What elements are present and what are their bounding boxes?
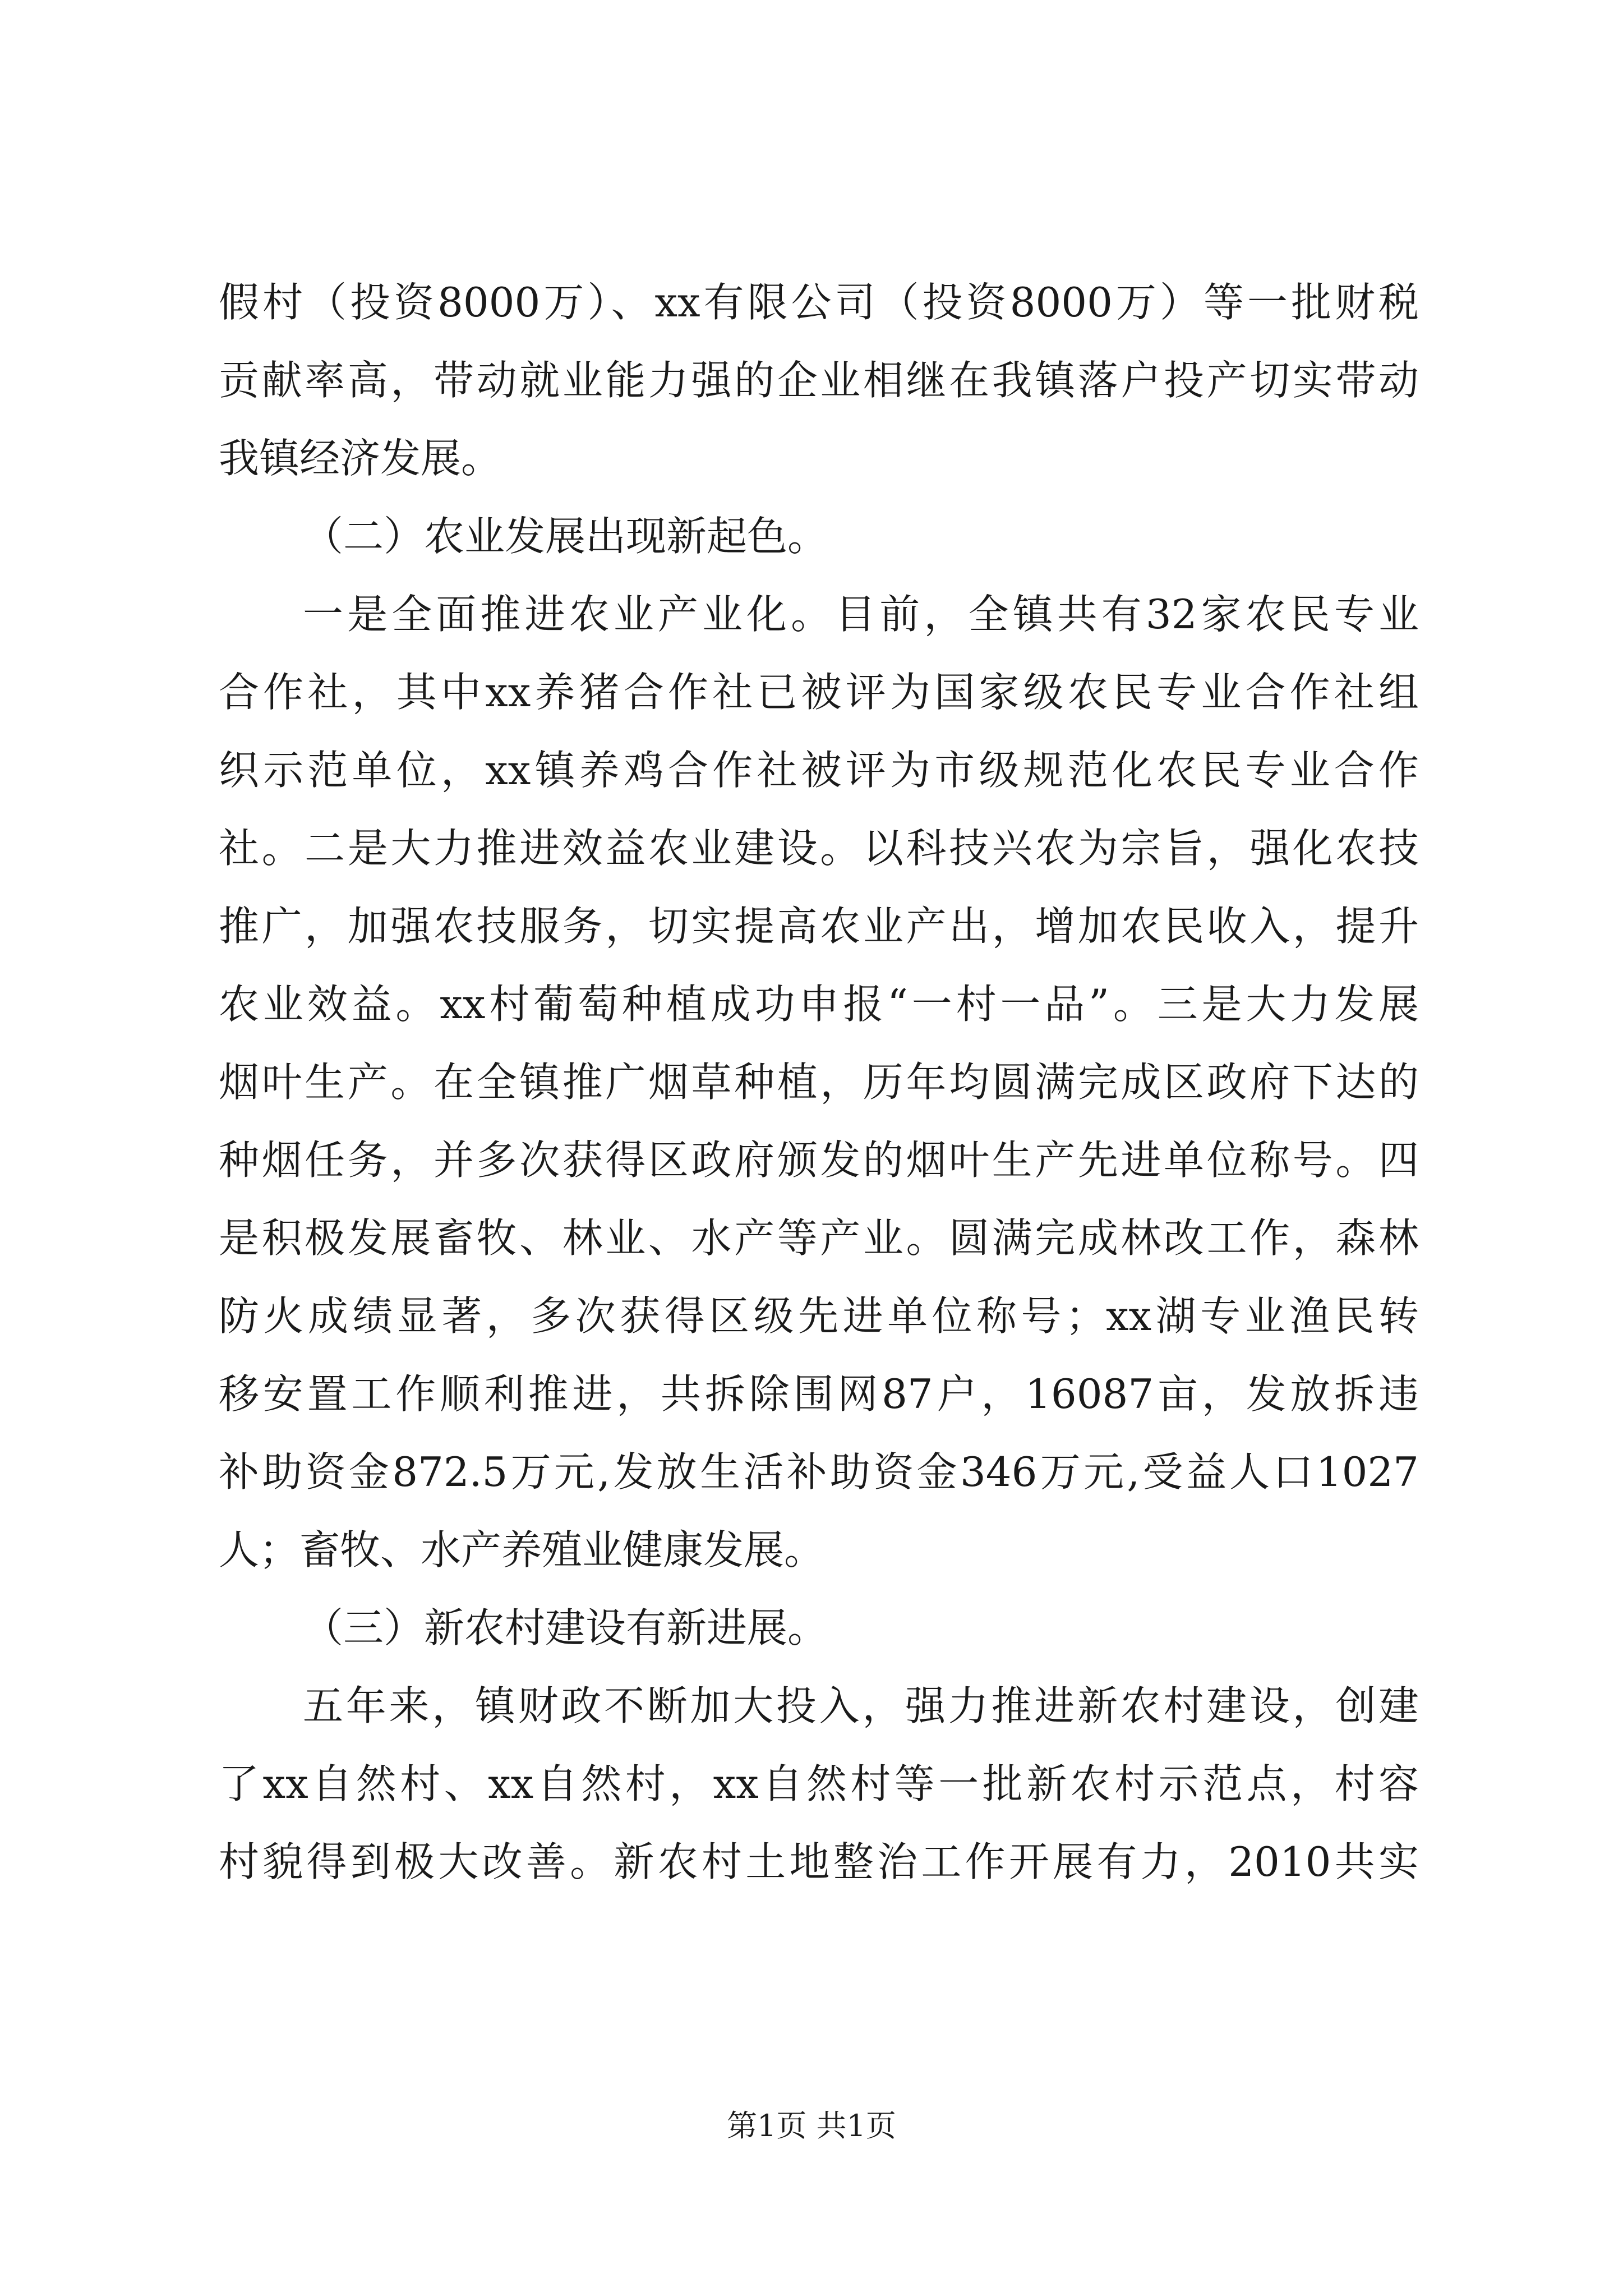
document-body: [219, 264, 1419, 1901]
text-line: 我镇经济发展。: [219, 435, 502, 482]
text-line: 农业效益。xx村葡萄种植成功申报“一村一品”。三是大力发展: [219, 981, 1419, 1028]
text-line: 社。二是大力推进效益农业建设。以科技兴农为宗旨，强化农技: [219, 825, 1419, 872]
text-line: 种烟任务，并多次获得区政府颁发的烟叶生产先进单位称号。四: [219, 1137, 1419, 1184]
text-line: 烟叶生产。在全镇推广烟草种植，历年均圆满完成区政府下达的: [219, 1059, 1419, 1106]
text-line: 人；畜牧、水产养殖业健康发展。: [219, 1526, 825, 1573]
text-line: 一是全面推进农业产业化。目前，全镇共有32家农民专业: [303, 591, 1419, 638]
text-line: 织示范单位，xx镇养鸡合作社被评为市级规范化农民专业合作: [219, 747, 1419, 794]
text-line: 贡献率高，带动就业能力强的企业相继在我镇落户投产切实带动: [219, 357, 1419, 404]
text-line: 推广，加强农技服务，切实提高农业产出，增加农民收入，提升: [219, 903, 1419, 950]
text-line: 防火成绩显著，多次获得区级先进单位称号；xx湖专业渔民转: [219, 1292, 1419, 1340]
page-footer: 第1页 共1页: [727, 2108, 896, 2143]
text-line: 合作社，其中xx养猪合作社已被评为国家级农民专业合作社组: [219, 669, 1419, 716]
text-line: 假村（投资8000万）、xx有限公司（投资8000万）等一批财税: [219, 279, 1419, 326]
text-line: 了xx自然村、xx自然村，xx自然村等一批新农村示范点，村容: [219, 1760, 1419, 1807]
text-line: （二）农业发展出现新起色。: [303, 513, 828, 560]
text-line: 五年来，镇财政不断加大投入，强力推进新农村建设，创建: [303, 1682, 1419, 1729]
text-line: 移安置工作顺利推进，共拆除围网87户，16087亩，发放拆违: [219, 1370, 1419, 1418]
text-line: 村貌得到极大改善。新农村土地整治工作开展有力，2010共实: [219, 1838, 1419, 1885]
text-line: 是积极发展畜牧、林业、水产等产业。圆满完成林改工作，森林: [219, 1214, 1419, 1262]
text-line: 补助资金872.5万元,发放生活补助资金346万元,受益人口1027: [219, 1448, 1419, 1496]
text-line: （三）新农村建设有新进展。: [303, 1604, 828, 1651]
